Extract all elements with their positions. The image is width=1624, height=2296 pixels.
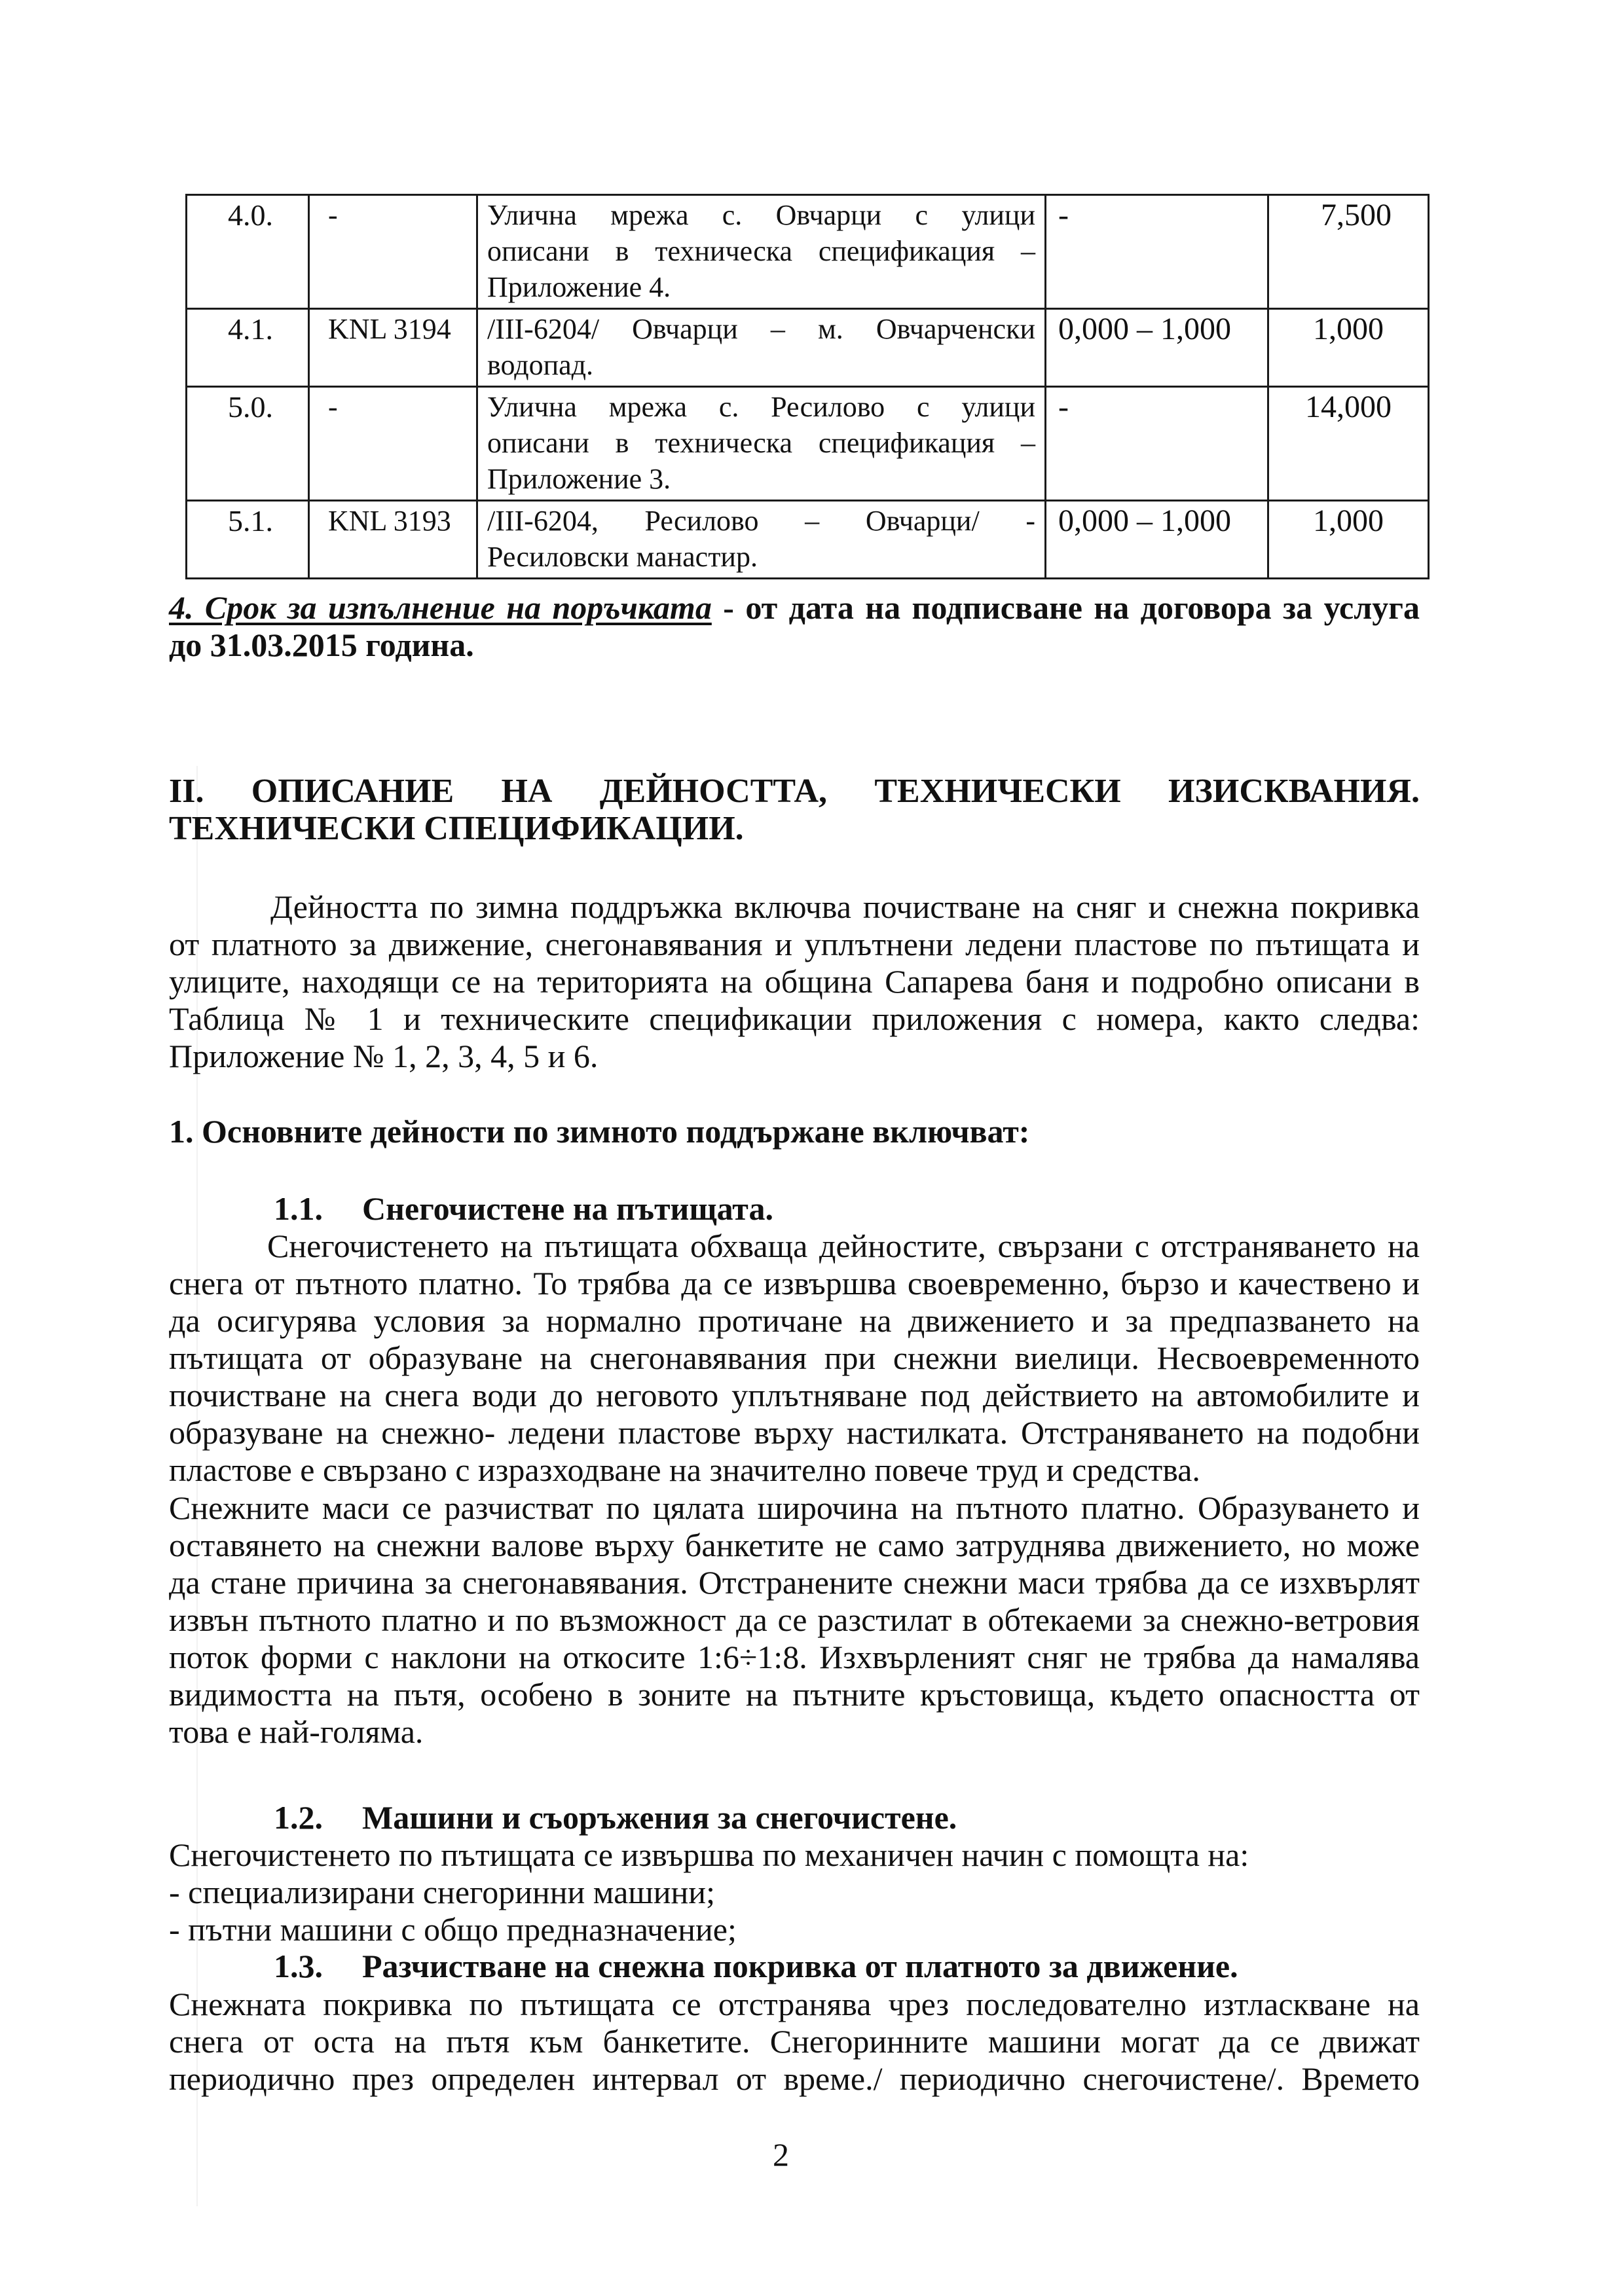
text-line: това е най-голяма. — [169, 1713, 424, 1750]
length-km: 1,000 — [1268, 501, 1429, 579]
text-line: от платното за движение, снегонавявания и уплътнени ледени пластове по пътищата и — [169, 926, 1420, 962]
text-line: периодично през определен интервал от време./ периодично снегочистене/. Времето — [169, 2060, 1420, 2097]
road-clearing-paragraph — [169, 1986, 1420, 2098]
text-line: поток форми с наклони на откосите 1:6÷1:8. Изхвърленият сняг не трябва да намалява — [169, 1639, 1420, 1675]
subsection-number: 1.3. — [274, 1948, 323, 1984]
description-line: Приложение 3. — [487, 463, 671, 495]
road-code: KNL 3194 — [309, 309, 477, 387]
snow-clearing-paragraph-2 — [169, 1489, 1420, 1751]
text-line: Снежните маси се разчистват по цялата широчина на пътното платно. Образуването и — [169, 1489, 1420, 1526]
deadline-text: - от дата на подписване на договора за услуга — [711, 589, 1420, 626]
text-line: улиците, находящи се на територията на община Сапарева баня и подробно описани в — [169, 963, 1420, 1000]
road-description — [477, 195, 1046, 309]
subsection-title: Разчистване на снежна покривка от платното за движение. — [362, 1948, 1238, 1984]
text-line: видимостта на пътя, особено в зоните на пътните кръстовища, където опасността от — [169, 1676, 1420, 1713]
description-line: Ресиловски манастир. — [487, 541, 758, 573]
text-line: снега от пътното платно. То трябва да се извършва своевременно, бързо и качествено и — [169, 1265, 1420, 1302]
description-line: Улична мрежа с. Ресилово с улици — [487, 391, 1035, 423]
deadline-paragraph — [169, 589, 1420, 664]
length-km: 14,000 — [1268, 387, 1429, 501]
road-code: - — [309, 387, 477, 501]
description-line: описани в техническа спецификация – — [487, 427, 1035, 459]
text-line: извън пътното платно и по възможност да се разстилат в обтекаеми за снежно-ветровия — [169, 1601, 1420, 1638]
text-line: оставянето на снежни валове върху банкетите не само затруднява движението, но може — [169, 1527, 1420, 1563]
km-range: 0,000 – 1,000 — [1046, 501, 1268, 579]
deadline-date: до 31.03.2015 година. — [169, 627, 474, 663]
page-number: 2 — [773, 2136, 789, 2173]
text-line: Снегочистенето на пътищата обхваща дейностите, свързани с отстраняването на — [267, 1228, 1420, 1264]
description-line: /III-6204/ Овчарци – м. Овчарченски — [487, 313, 1035, 345]
description-line: /III-6204, Ресилово – Овчарци/ - — [487, 505, 1035, 537]
road-description — [477, 309, 1046, 387]
deadline-title: 4. Срок за изпълнение на поръчката — [169, 589, 712, 626]
length-km: 7,500 — [1268, 195, 1429, 309]
subsection-title: Машини и съоръжения за снегочистене. — [362, 1799, 957, 1836]
text-line: да осигурява условия за нормално протичане на движението и за предпазването на — [169, 1302, 1420, 1339]
text-line: пътищата от образуване на снегонавявания при снежни виелици. Несвоевременното — [169, 1339, 1420, 1376]
road-code: - — [309, 195, 477, 309]
text-line: Снегочистенето по пътищата се извършва по механичен начин с помощта на: — [169, 1836, 1249, 1873]
table-row — [187, 309, 1429, 387]
subsection-number: 1.1. — [274, 1190, 323, 1227]
table-row — [187, 387, 1429, 501]
text-line: снега от оста на пътя към банкетите. Снегоринните машини могат да се движат — [169, 2023, 1420, 2060]
subsection-heading-1-3 — [274, 1948, 1238, 1985]
row-number: 5.1. — [187, 501, 309, 579]
table-row — [187, 195, 1429, 309]
text-line: Дейността по зимна поддръжка включва почистване на сняг и снежна покривка — [270, 888, 1420, 925]
table-row — [187, 501, 1429, 579]
km-range: - — [1046, 387, 1268, 501]
subsection-heading-1-1 — [274, 1190, 773, 1228]
length-km: 1,000 — [1268, 309, 1429, 387]
text-line: пластове е свързано с изразходване на значително повече труд и средства. — [169, 1451, 1200, 1488]
road-code: KNL 3193 — [309, 501, 477, 579]
snow-clearing-paragraph-1 — [169, 1228, 1420, 1489]
subsection-title: Снегочистене на пътищата. — [362, 1190, 773, 1227]
text-line: Снежната покривка по пътищата се отстранява чрез последователно изтласкване на — [169, 1986, 1420, 2022]
road-description — [477, 501, 1046, 579]
text-line: да стане причина за снегонавявания. Отстранените снежни маси трябва да се изхвърлят — [169, 1564, 1420, 1601]
description-line: Улична мрежа с. Овчарци с улици — [487, 199, 1035, 231]
text-line: почистване на снега води до неговото уплътняване под действието на автомобилите и — [169, 1377, 1420, 1413]
row-number: 4.0. — [187, 195, 309, 309]
list-item: - специализирани снегоринни машини; — [169, 1874, 715, 1910]
roads-table — [185, 194, 1430, 579]
subsection-heading-1-2 — [274, 1799, 957, 1836]
list-item: - пътни машини с общо предназначение; — [169, 1911, 737, 1948]
row-number: 4.1. — [187, 309, 309, 387]
section-heading-line: II. ОПИСАНИЕ НА ДЕЙНОСТТА, ТЕХНИЧЕСКИ ИЗИСКВАНИЯ. — [169, 773, 1420, 810]
section-heading — [169, 773, 1420, 847]
text-line: Таблица № 1 и техническите спецификации приложения с номера, както следва: — [169, 1000, 1420, 1037]
main-activities-heading: 1. Основните дейности по зимното поддържане включват: — [169, 1113, 1030, 1150]
km-range: - — [1046, 195, 1268, 309]
description-line: Приложение 4. — [487, 271, 671, 303]
text-line: Приложение № 1, 2, 3, 4, 5 и 6. — [169, 1038, 599, 1074]
intro-paragraph — [169, 888, 1420, 1075]
text-line: образуване на снежно- ледени пластове върху настилката. Отстраняването на подобни — [169, 1414, 1420, 1451]
description-line: описани в техническа спецификация – — [487, 235, 1035, 267]
machines-paragraph — [169, 1836, 1420, 1948]
description-line: водопад. — [487, 349, 594, 381]
section-heading-line: ТЕХНИЧЕСКИ СПЕЦИФИКАЦИИ. — [169, 810, 744, 847]
road-description — [477, 387, 1046, 501]
row-number: 5.0. — [187, 387, 309, 501]
subsection-number: 1.2. — [274, 1799, 323, 1836]
km-range: 0,000 – 1,000 — [1046, 309, 1268, 387]
